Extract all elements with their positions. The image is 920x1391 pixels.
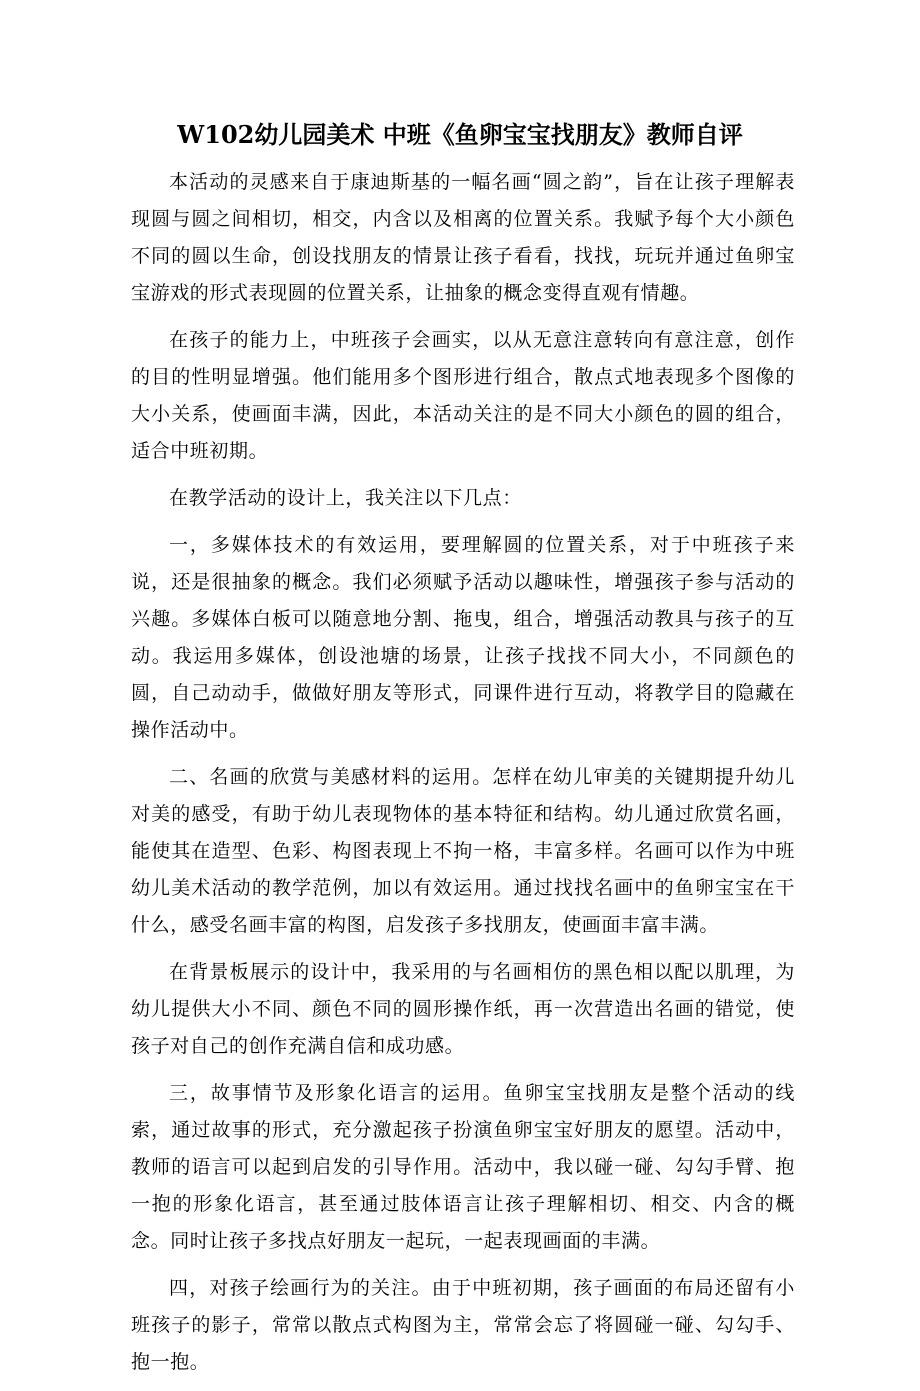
- paragraph-2: 在孩子的能力上，中班孩子会画实，以从无意注意转向有意注意，创作的目的性明显增强。他们能用多个图形进行组合，散点式地表现多个图像的大小关系，使画面丰满，因此，本活动关注的是不同大小颜色的圆的组合，适合中班初期。: [131, 329, 795, 462]
- paragraph-3: 在教学活动的设计上，我关注以下几点：: [169, 487, 522, 509]
- document-title: W102幼儿园美术 中班《鱼卵宝宝找朋友》教师自评: [177, 120, 743, 149]
- paragraph-1: 本活动的灵感来自于康迪斯基的一幅名画“圆之韵”，旨在让孩子理解表现圆与圆之间相切，相交，内含以及相离的位置关系。我赋予每个大小颜色不同的圆以生命，创设找朋友的情景让孩子看看，找找，玩玩并通过鱼卵宝宝游戏的形式表现圆的位置关系，让抽象的概念变得直观有情趣。: [131, 171, 795, 304]
- paragraph-8: 四，对孩子绘画行为的关注。由于中班初期，孩子画面的布局还留有小班孩子的影子，常常以散点式构图为主，常常会忘了将圆碰一碰、勾勾手、抱一抱。: [131, 1277, 795, 1373]
- paragraph-7: 三，故事情节及形象化语言的运用。鱼卵宝宝找朋友是整个活动的线索，通过故事的形式，充分激起孩子扮演鱼卵宝宝好朋友的愿望。活动中，教师的语言可以起到启发的引导作用。活动中，我以碰一碰、勾勾手臂、抱一抱的形象化语言，甚至通过肢体语言让孩子理解相切、相交、内含的概念。同时让孩子多找点好朋友一起玩，一起表现画面的丰满。: [131, 1082, 795, 1252]
- paragraph-6: 在背景板展示的设计中，我采用的与名画相仿的黑色相以配以肌理，为幼儿提供大小不同、颜色不同的圆形操作纸，再一次营造出名画的错觉，使孩子对自己的创作充满自信和成功感。: [131, 961, 795, 1057]
- paragraph-5: 二、名画的欣赏与美感材料的运用。怎样在幼儿审美的关键期提升幼儿对美的感受，有助于幼儿表现物体的基本特征和结构。幼儿通过欣赏名画，能使其在造型、色彩、构图表现上不拘一格，丰富多样。名画可以作为中班幼儿美术活动的教学范例，加以有效运用。通过找找名画中的鱼卵宝宝在干什么，感受名画丰富的构图，启发孩子多找朋友，使画面丰富丰满。: [131, 766, 795, 936]
- document-body: [131, 164, 795, 1391]
- paragraph-4: 一，多媒体技术的有效运用，要理解圆的位置关系，对于中班孩子来说，还是很抽象的概念。我们必须赋予活动以趣味性，增强孩子参与活动的兴趣。多媒体白板可以随意地分割、拖曳，组合，增强活动教具与孩子的互动。我运用多媒体，创设池塘的场景，让孩子找找不同大小，不同颜色的圆，自己动动手，做做好朋友等形式，同课件进行互动，将教学目的隐藏在操作活动中。: [131, 534, 795, 741]
